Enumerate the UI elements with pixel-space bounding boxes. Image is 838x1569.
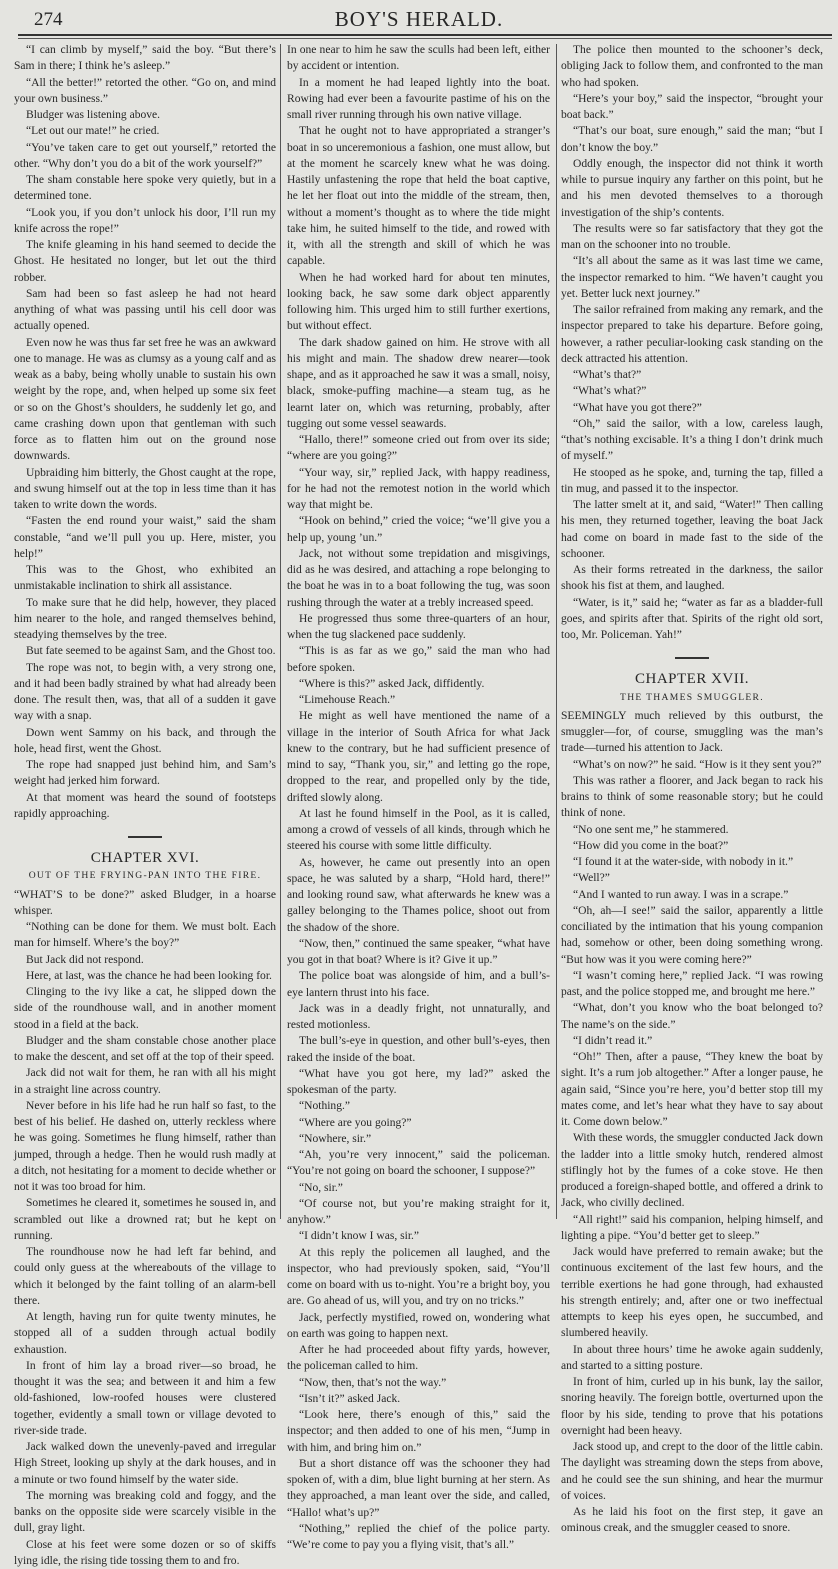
paragraph: “Nothing.” bbox=[287, 1098, 550, 1114]
paragraph: “I didn’t read it.” bbox=[561, 1033, 823, 1049]
paragraph: “I wasn’t coming here,” replied Jack. “I was rowing past, and the police stopped me, and brought me here.” bbox=[561, 968, 823, 1001]
paragraph: “You’ve taken care to get out yourself,” retorted the other. “Why don’t you do a bit of the work yourself?” bbox=[14, 140, 276, 173]
paragraph: “And I wanted to run away. I was in a scrape.” bbox=[561, 887, 823, 903]
paragraph: “Isn’t it?” asked Jack. bbox=[287, 1391, 550, 1407]
paragraph: That he ought not to have appropriated a stranger’s boat in so unceremonious a fashion, one must allow, but at the moment he scarcely knew what he was doing. Hastily unfastening the rope that held the boat captive, he let her float out into the middle of the stream, then, without a moment’s thought as to where the tide might take him, he suited himself to the tide, and rowed with it, with all the strength and skill of which he was capable. bbox=[287, 123, 550, 269]
header-rule bbox=[18, 34, 832, 36]
paragraph: “All right!” said his companion, helping himself, and lighting a pipe. “You’d better get to sleep.” bbox=[561, 1212, 823, 1245]
paragraph: In a moment he had leaped lightly into the boat. Rowing had ever been a favourite pastime of his on the small river running through his own native village. bbox=[287, 75, 550, 124]
paragraph: “That’s our boat, sure enough,” said the man; “but I don’t know the boy.” bbox=[561, 123, 823, 156]
paragraph: Clinging to the ivy like a cat, he slipped down the side of the roundhouse wall, and in another moment stood in a field at the back. bbox=[14, 984, 276, 1033]
paragraph: “Nowhere, sir.” bbox=[287, 1131, 550, 1147]
paragraph: Jack did not wait for them, he ran with all his might in a straight line across country. bbox=[14, 1065, 276, 1098]
paragraph: “It’s all about the same as it was last time we came, the inspector remarked to him. “We haven’t caught you yet. Better luck next journey.” bbox=[561, 253, 823, 302]
paragraph: “Here’s your boy,” said the inspector, “brought your boat back.” bbox=[561, 91, 823, 124]
paragraph: “How did you come in the boat?” bbox=[561, 838, 823, 854]
paragraph: “What’s what?” bbox=[561, 383, 823, 399]
paragraph: When he had worked hard for about ten minutes, looking back, he saw some dark object apparently following him. This urged him to still further exertions, but without effect. bbox=[287, 270, 550, 335]
column-divider bbox=[556, 44, 557, 1219]
paragraph: He stooped as he spoke, and, turning the tap, filled a tin mug, and passed it to the inspector. bbox=[561, 465, 823, 498]
page-number: 274 bbox=[34, 9, 63, 31]
paragraph: Sometimes he cleared it, sometimes he soused in, and scrambled out like a drowned rat; but he kept on running. bbox=[14, 1195, 276, 1244]
paragraph: “Look here, there’s enough of this,” said the inspector; and then added to one of his men, “Jump in with him, and bring him on.” bbox=[287, 1407, 550, 1456]
paragraph: In one near to him he saw the sculls had been left, either by accident or intention. bbox=[287, 42, 550, 75]
paragraph: Bludger and the sham constable chose another place to make the descent, and set off at the top of their speed. bbox=[14, 1033, 276, 1066]
paragraph: “All the better!” retorted the other. “Go on, and mind your own business.” bbox=[14, 75, 276, 108]
paragraph: The morning was breaking cold and foggy, and the banks on the opposite side were scarcely visible in the dull, gray light. bbox=[14, 1488, 276, 1537]
paragraph: To make sure that he did help, however, they placed him nearer to the hole, and ranged themselves behind, steadying themselves by the tree. bbox=[14, 595, 276, 644]
paragraph: SEEMINGLY much relieved by this outburst, the smuggler—for, of course, smuggling was the man’s trade—turned his attention to Jack. bbox=[561, 708, 823, 757]
paragraph: “What have you got here, my lad?” asked the spokesman of the party. bbox=[287, 1066, 550, 1099]
paragraph: He might as well have mentioned the name of a village in the interior of South Africa for what Jack knew to the contrary, but he had sufficient presence of mind to say, “Thank you, sir,” and letting go the rope, dropped to the rear, and propelled only by the tide, drifted slowly along. bbox=[287, 708, 550, 806]
paragraph: The dark shadow gained on him. He strove with all his might and main. The shadow drew nearer—took shape, and as it approached he saw it was a small, noisy, black, smoke-puffing machine—a steam tug, as he learnt later on, which was returning, probably, after tugging out some vessel seawards. bbox=[287, 335, 550, 433]
paragraph: “Limehouse Reach.” bbox=[287, 692, 550, 708]
section-divider bbox=[128, 836, 162, 838]
paragraph: The latter smelt at it, and said, “Water!” Then calling his men, they returned together, leaving the boat Jack had come on board in made fast to the side of the schooner. bbox=[561, 497, 823, 562]
paragraph: “Hook on behind,” cried the voice; “we’ll give you a help up, young ’un.” bbox=[287, 513, 550, 546]
text-column-2 bbox=[287, 42, 550, 1553]
paragraph: Never before in his life had he run half so fast, to the best of his belief. He dashed on, utterly reckless where he was going. Sometimes he flung himself, rather than jumped, through a hedge. Then he would rush madly at a ditch, not hesitating for a moment to decide whether or not it was too broad for him. bbox=[14, 1098, 276, 1196]
paragraph: The bull’s-eye in question, and other bull’s-eyes, then raked the inside of the boat. bbox=[287, 1033, 550, 1066]
paragraph: He progressed thus some three-quarters of an hour, when the tug slackened pace suddenly. bbox=[287, 611, 550, 644]
paragraph: The police boat was alongside of him, and a bull’s-eye lantern thrust into his face. bbox=[287, 968, 550, 1001]
paragraph: “Oh, ah—I see!” said the sailor, apparently a little conciliated by the intimation that his young companion had, somehow or other, been doing something wrong. “But how was it you were coming here?” bbox=[561, 903, 823, 968]
paragraph: The rope had snapped just behind him, and Sam’s weight had jerked him forward. bbox=[14, 757, 276, 790]
paragraph: Oddly enough, the inspector did not think it worth while to pursue inquiry any farther on this point, but he and his men devoted themselves to a thorough investigation of the ship’s contents. bbox=[561, 156, 823, 221]
chapter-heading: CHAPTER XVII. bbox=[561, 671, 823, 687]
chapter-subtitle: OUT OF THE FRYING-PAN INTO THE FIRE. bbox=[14, 868, 276, 884]
paragraph: “I found it at the water-side, with nobody in it.” bbox=[561, 854, 823, 870]
paragraph: “Well?” bbox=[561, 870, 823, 886]
paragraph: The police then mounted to the schooner’s deck, obliging Jack to follow them, and confronted to the man who had spoken. bbox=[561, 42, 823, 91]
paragraph: Even now he was thus far set free he was an awkward one to manage. He was as clumsy as a young calf and as weak as a baby, being wholly unable to sustain his own weight by the rope, and, when helped up some six feet or so on the Ghost’s shoulders, he suddenly let go, and came crashing down upon that gentleman with such force as to flatten him out on the ground nose downwards. bbox=[14, 335, 276, 465]
section-divider bbox=[675, 657, 709, 659]
paragraph: Jack stood up, and crept to the door of the little cabin. The daylight was streaming down the steps from above, and he could see the sun shining, and hear the murmur of voices. bbox=[561, 1439, 823, 1504]
paragraph: Jack was in a deadly fright, not unnaturally, and rested motionless. bbox=[287, 1001, 550, 1034]
paragraph: As he laid his foot on the first step, it gave an ominous creak, and the smuggler ceased to snore. bbox=[561, 1504, 823, 1537]
paragraph: “Hallo, there!” someone cried out from over its side; “where are you going?” bbox=[287, 432, 550, 465]
paragraph: “What’s on now?” he said. “How is it they sent you?” bbox=[561, 757, 823, 773]
paragraph: “What’s that?” bbox=[561, 367, 823, 383]
paragraph: The knife gleaming in his hand seemed to decide the Ghost. He hesitated no longer, but let out the third robber. bbox=[14, 237, 276, 286]
paragraph: The results were so far satisfactory that they got the man on the schooner into no trouble. bbox=[561, 221, 823, 254]
paragraph: With these words, the smuggler conducted Jack down the ladder into a little smoky hutch, rendered almost stiflingly hot by the fumes of a coke stove. He then produced a foreign-shaped bottle, and offered a drink to Jack, who civilly declined. bbox=[561, 1130, 823, 1211]
paragraph: Down went Sammy on his back, and through the hole, head first, went the Ghost. bbox=[14, 725, 276, 758]
paragraph: The sailor refrained from making any remark, and the inspector prepared to take his departure. Before going, however, a rather peculiar-looking cask standing on the deck attracted his attention. bbox=[561, 302, 823, 367]
paragraph: Upbraiding him bitterly, the Ghost caught at the rope, and swung himself out at the top in less time than it has taken to write down the words. bbox=[14, 465, 276, 514]
paragraph: “Fasten the end round your waist,” said the sham constable, “and we’ll pull you up. Here, mister, you help!” bbox=[14, 513, 276, 562]
paragraph: This was to the Ghost, who exhibited an unmistakable inclination to shirk all assistance. bbox=[14, 562, 276, 595]
paragraph: Jack would have preferred to remain awake; but the continuous excitement of the last few hours, and the terrible exertions he had gone through, had exhausted his strength entirely; and, after one or two ineffectual attempts to keep his eyes open, he succumbed, and slumbered heavily. bbox=[561, 1244, 823, 1342]
paragraph: “No one sent me,” he stammered. bbox=[561, 822, 823, 838]
paragraph: The rope was not, to begin with, a very strong one, and it had been badly strained by what had already been done. The result then, was, that all of a sudden it gave way with a snap. bbox=[14, 660, 276, 725]
text-column-3 bbox=[561, 42, 823, 1537]
paragraph: “WHAT’S to be done?” asked Bludger, in a hoarse whisper. bbox=[14, 887, 276, 920]
paragraph: “Of course not, but you’re making straight for it, anyhow.” bbox=[287, 1196, 550, 1229]
paragraph: In front of him lay a broad river—so broad, he thought it was the sea; and between it and him a few old-fashioned, low-roofed houses were clustered together, evidently a small town or village devoted to river-side trade. bbox=[14, 1358, 276, 1439]
paragraph: “Oh,” said the sailor, with a low, careless laugh, “that’s nothing excisable. It’s a thing I don’t drink much of myself.” bbox=[561, 416, 823, 465]
paragraph: “No, sir.” bbox=[287, 1180, 550, 1196]
paragraph: At last he found himself in the Pool, as it is called, among a crowd of vessels of all kinds, through which he steered his course with some little difficulty. bbox=[287, 806, 550, 855]
paragraph: “I can climb by myself,” said the boy. “But there’s Sam in there; I think he’s asleep.” bbox=[14, 42, 276, 75]
chapter-subtitle: THE THAMES SMUGGLER. bbox=[561, 690, 823, 706]
paragraph: At that moment was heard the sound of footsteps rapidly approaching. bbox=[14, 790, 276, 823]
paragraph: “What, don’t you know who the boat belonged to? The name’s on the side.” bbox=[561, 1000, 823, 1033]
paragraph: “What have you got there?” bbox=[561, 400, 823, 416]
paragraph: In front of him, curled up in his bunk, lay the sailor, snoring heavily. The foreign bottle, overturned upon the floor by his side, tending to prove that his potations overnight had been heavy. bbox=[561, 1374, 823, 1439]
paragraph: “Your way, sir,” replied Jack, with happy readiness, for he had not the remotest notion in the world which way that might be. bbox=[287, 465, 550, 514]
paragraph: “Water, is it,” said he; “water as far as a bladder-full goes, and spirits after that. Spirits of the right old sort, too, Mr. Policeman. Yah!” bbox=[561, 595, 823, 644]
column-divider bbox=[280, 44, 281, 1219]
paragraph: After he had proceeded about fifty yards, however, the policeman called to him. bbox=[287, 1342, 550, 1375]
paragraph: “Let out our mate!” he cried. bbox=[14, 123, 276, 139]
paragraph: At this reply the policemen all laughed, and the inspector, who had previously spoken, said, “You’ll come on board with us to-night. You’re a bright boy, you are. Go ahead of us, will you, and try on no tricks.” bbox=[287, 1245, 550, 1310]
paragraph: Bludger was listening above. bbox=[14, 107, 276, 123]
paragraph: Jack, perfectly mystified, rowed on, wondering what on earth was going to happen next. bbox=[287, 1310, 550, 1343]
paragraph: “Look you, if you don’t unlock his door, I’ll run my knife across the rope!” bbox=[14, 205, 276, 238]
paragraph: “This is as far as we go,” said the man who had before spoken. bbox=[287, 643, 550, 676]
paragraph: As their forms retreated in the darkness, the sailor shook his fist at them, and laughed. bbox=[561, 562, 823, 595]
paragraph: “Now, then, that’s not the way.” bbox=[287, 1375, 550, 1391]
paragraph: The sham constable here spoke very quietly, but in a determined tone. bbox=[14, 172, 276, 205]
paragraph: But a short distance off was the schooner they had spoken of, with a dim, blue light burning at her stern. As they approached, a man leant over the side, and called, “Hallo! what’s up?” bbox=[287, 1456, 550, 1521]
paragraph: “Nothing can be done for them. We must bolt. Each man for himself. Where’s the boy?” bbox=[14, 919, 276, 952]
paragraph: “I didn’t know I was, sir.” bbox=[287, 1228, 550, 1244]
paragraph: “Where is this?” asked Jack, diffidently. bbox=[287, 676, 550, 692]
paragraph: As, however, he came out presently into an open space, he was saluted by a sharp, “Hold hard, there!” and looking round saw, what afterwards he knew was a galley belonging to the Thames police, shoot out from the shadow of the shore. bbox=[287, 855, 550, 936]
paragraph: But Jack did not respond. bbox=[14, 952, 276, 968]
paragraph: Jack walked down the unevenly-paved and irregular High Street, looking up shyly at the dark houses, and in a minute or two found himself by the water side. bbox=[14, 1439, 276, 1488]
publication-title: BOY'S HERALD. bbox=[0, 7, 838, 32]
paragraph: “Ah, you’re very innocent,” said the policeman. “You’re not going on board the schooner, I suppose?” bbox=[287, 1147, 550, 1180]
paragraph: The roundhouse now he had left far behind, and could only guess at the whereabouts of the village to which it belonged by the faint tolling of an alarm-bell there. bbox=[14, 1244, 276, 1309]
paragraph: In about three hours’ time he awoke again suddenly, and started to a sitting posture. bbox=[561, 1342, 823, 1375]
paragraph: “Where are you going?” bbox=[287, 1115, 550, 1131]
page-header bbox=[0, 0, 838, 40]
paragraph: “Oh!” Then, after a pause, “They knew the boat by sight. It’s a rum job altogether.” After a longer pause, he again said, “Since you’re here, you’d better stop till my mates come, and let’s hear what they have to say about it. Come down below.” bbox=[561, 1049, 823, 1130]
paragraph: “Nothing,” replied the chief of the police party. “We’re come to pay you a flying visit, that’s all.” bbox=[287, 1521, 550, 1554]
paragraph: But fate seemed to be against Sam, and the Ghost too. bbox=[14, 643, 276, 659]
paragraph: Here, at last, was the chance he had been looking for. bbox=[14, 968, 276, 984]
paragraph: “Now, then,” continued the same speaker, “what have you got in that boat? Where is it? Give it up.” bbox=[287, 936, 550, 969]
paragraph: At length, having run for quite twenty minutes, he stopped all of a sudden through actual bodily exhaustion. bbox=[14, 1309, 276, 1358]
header-rule-thin bbox=[18, 38, 832, 39]
chapter-heading: CHAPTER XVI. bbox=[14, 850, 276, 866]
paragraph: Sam had been so fast asleep he had not heard anything of what was passing until his cell door was actually opened. bbox=[14, 286, 276, 335]
paragraph: Jack, not without some trepidation and misgivings, did as he was desired, and attaching a rope belonging to the boat he was in to a boat following the tug, was soon rushing through the water at a trebly increased speed. bbox=[287, 546, 550, 611]
text-column-1 bbox=[14, 42, 276, 1569]
paragraph: This was rather a floorer, and Jack began to rack his brains to think of some reasonable story; but he could think of none. bbox=[561, 773, 823, 822]
paragraph: Close at his feet were some dozen or so of skiffs lying idle, the rising tide tossing them to and fro. bbox=[14, 1537, 276, 1569]
